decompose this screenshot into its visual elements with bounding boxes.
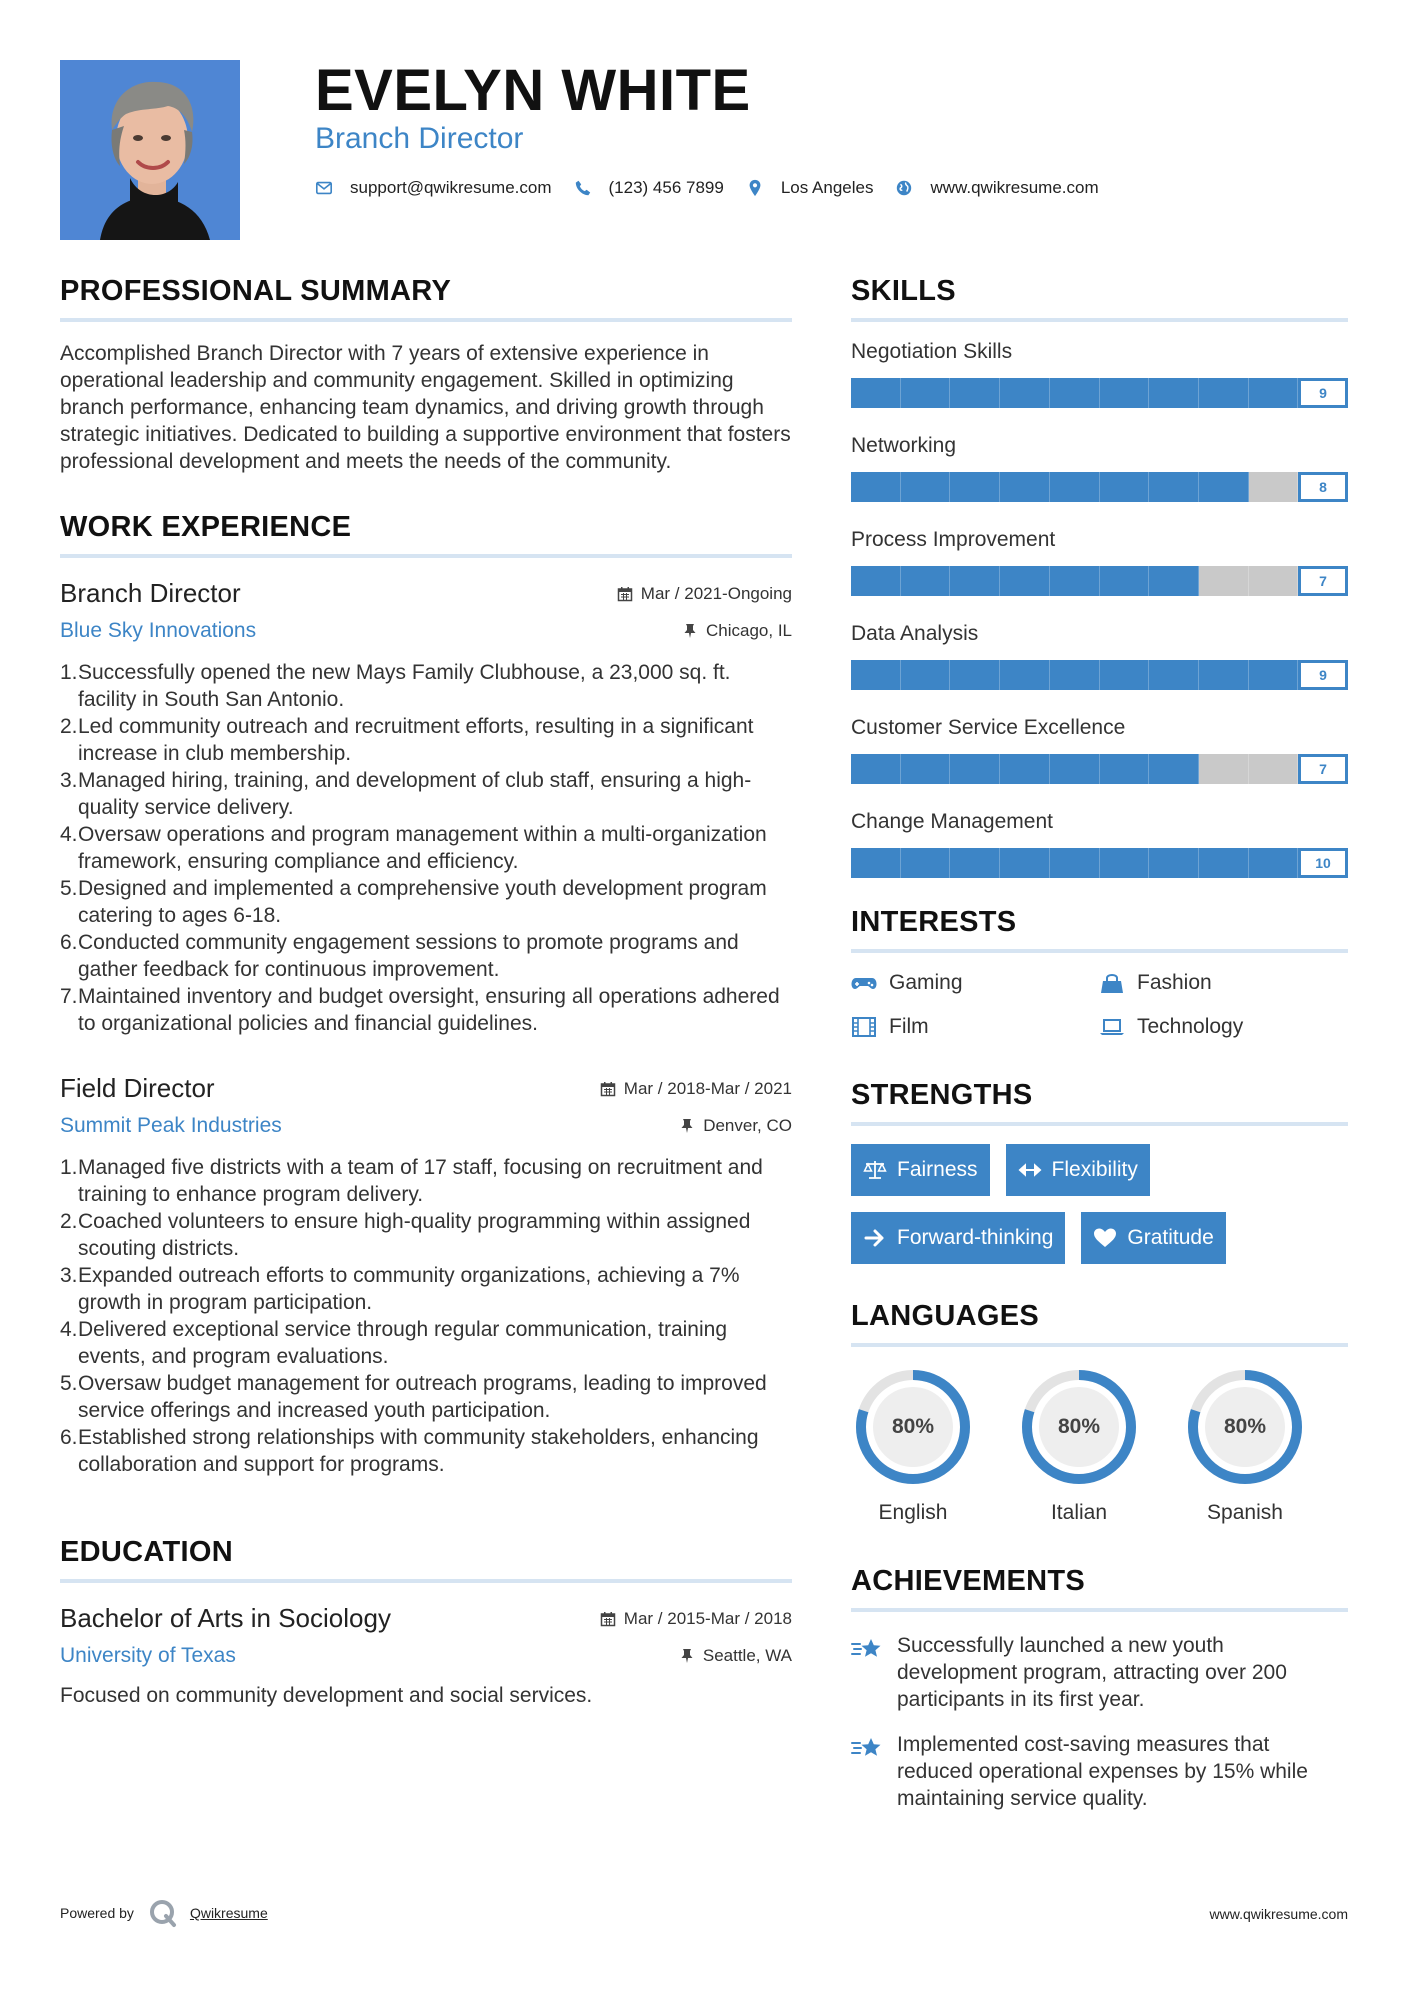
- skill-bar: [851, 754, 1348, 784]
- achievement-text: Implemented cost-saving measures that reduced operational expenses by 15% while maintaining service quality.: [897, 1733, 1308, 1810]
- skill-bar-segment: [1149, 566, 1199, 596]
- shooting-star-icon: [851, 1731, 885, 1812]
- skill-bar-segment: [950, 848, 1000, 878]
- skill-level-badge: 10: [1298, 848, 1348, 878]
- interest-label: Gaming: [889, 971, 963, 994]
- skill-name: Networking: [851, 434, 957, 457]
- interest-technology: [1099, 1015, 1347, 1039]
- skill-bar-segment: [1050, 754, 1100, 784]
- education-date-text: Mar / 2015-Mar / 2018: [623, 1609, 792, 1628]
- calendar-icon: [617, 586, 633, 602]
- skill-bar-segment: [851, 660, 901, 690]
- contact-location: [746, 178, 874, 198]
- skill-bar-segment: [1100, 848, 1150, 878]
- skill-bar-segment: [950, 378, 1000, 408]
- website-text: www.qwikresume.com: [930, 178, 1099, 197]
- education-description: Focused on community development and social services.: [60, 1684, 593, 1707]
- strengths-section: [851, 1079, 1348, 1264]
- education-location-text: Seattle, WA: [702, 1646, 792, 1665]
- skill-bar-segment: [1050, 660, 1100, 690]
- language-percent: 80%: [891, 1415, 935, 1438]
- skill-bar-segment: [1050, 472, 1100, 502]
- skill-bar-segment: [1199, 566, 1249, 596]
- skill-bar-segment: [1100, 660, 1150, 690]
- skill-bar-segment: [901, 566, 951, 596]
- list-item: 1. Managed five districts with a team of 17 staff, focusing on recruitment and training to enhance program delivery.: [60, 1156, 763, 1206]
- skill-bar-segment: [1149, 472, 1199, 502]
- interest-label: Fashion: [1137, 971, 1212, 994]
- education-location: [679, 1646, 792, 1666]
- job-title: Branch Director: [60, 578, 241, 608]
- skill-bar-segment: [1249, 378, 1299, 408]
- work-heading: WORK EXPERIENCE: [60, 511, 792, 558]
- skill-bar-segment: [901, 378, 951, 408]
- job-date-text: Mar / 2018-Mar / 2021: [623, 1079, 792, 1098]
- list-item: 2. Coached volunteers to ensure high-quality programming within assigned scouting districts.: [60, 1210, 751, 1260]
- strength-chip: [851, 1144, 990, 1196]
- skill-bar: [851, 660, 1348, 690]
- skill-item: [851, 340, 1348, 408]
- list-item: 5. Designed and implemented a comprehensive youth development program catering to ages 6-18.: [60, 877, 767, 927]
- list-item: 2. Led community outreach and recruitment efforts, resulting in a significant increase in club membership.: [60, 715, 754, 765]
- contact-website[interactable]: [895, 178, 1098, 198]
- interest-label: Film: [889, 1015, 929, 1038]
- skill-item: [851, 716, 1348, 784]
- skill-bar-segment: [1050, 566, 1100, 596]
- skill-bar-segment: [1249, 472, 1299, 502]
- list-item: 6. Conducted community engagement sessions to promote programs and gather feedback for continuous improvement.: [60, 931, 739, 981]
- interest-gaming: [851, 971, 1099, 995]
- footer-powered-by: [60, 1898, 268, 1928]
- skill-bar: [851, 566, 1348, 596]
- location-text: Los Angeles: [780, 178, 874, 197]
- arrows-horizontal-icon: [1018, 1159, 1042, 1181]
- envelope-icon: [315, 179, 333, 197]
- profile-photo: [60, 60, 240, 240]
- skill-bar-segment: [1050, 848, 1100, 878]
- skill-bar-segment: [950, 660, 1000, 690]
- language-item: [1017, 1365, 1141, 1525]
- bag-icon: [1099, 972, 1125, 994]
- skill-bar-segment: [1000, 848, 1050, 878]
- skill-name: Negotiation Skills: [851, 340, 1013, 363]
- strength-label: Gratitude: [1127, 1226, 1214, 1249]
- skill-bar-segment: [1149, 754, 1199, 784]
- achievement-text: Successfully launched a new youth development program, attracting over 200 participants in its first year.: [897, 1634, 1287, 1711]
- skill-item: [851, 810, 1348, 878]
- interest-label: Technology: [1137, 1015, 1244, 1038]
- list-item: 7. Maintained inventory and budget oversight, ensuring all operations adhered to organizational policies and financial guidelines.: [60, 985, 780, 1035]
- skill-bar-segment: [1199, 754, 1249, 784]
- list-item: 4. Oversaw operations and program management within a multi-organization framework, ensuring compliance and efficiency.: [60, 823, 767, 873]
- skill-bar-segment: [1000, 660, 1050, 690]
- contact-email[interactable]: [315, 178, 552, 198]
- skill-level-badge: 9: [1298, 378, 1348, 408]
- skill-name: Customer Service Excellence: [851, 716, 1126, 739]
- job-date-text: Mar / 2021-Ongoing: [640, 584, 792, 603]
- skill-name: Change Management: [851, 810, 1053, 833]
- skill-level-badge: 7: [1298, 566, 1348, 596]
- skills-section: [851, 275, 1348, 878]
- skill-bar-segment: [1199, 848, 1249, 878]
- skill-bar-segment: [1000, 566, 1050, 596]
- language-ring: [1183, 1365, 1307, 1489]
- language-percent: 80%: [1057, 1415, 1101, 1438]
- strengths-heading: STRENGTHS: [851, 1079, 1348, 1126]
- interest-fashion: [1099, 971, 1347, 995]
- left-column: [60, 275, 792, 1709]
- languages-section: [851, 1300, 1348, 1525]
- interests-section: [851, 906, 1348, 1039]
- skill-bar-segment: [1050, 378, 1100, 408]
- heart-icon: [1093, 1227, 1117, 1249]
- education-date: [600, 1609, 792, 1629]
- candidate-title: Branch Director: [315, 122, 524, 155]
- phone-text: (123) 456 7899: [608, 178, 724, 197]
- job-entry: [60, 578, 792, 1037]
- job-title: Field Director: [60, 1073, 215, 1103]
- job-entry: [60, 1073, 792, 1478]
- language-item: [851, 1365, 975, 1525]
- job-bullets: [60, 659, 792, 1037]
- skill-bar-segment: [851, 754, 901, 784]
- pushpin-icon: [679, 1118, 695, 1134]
- skill-bar-segment: [950, 472, 1000, 502]
- list-item: 3. Managed hiring, training, and development of club staff, ensuring a high-quality service delivery.: [60, 769, 752, 819]
- strength-chip: [851, 1212, 1065, 1264]
- skill-bar-segment: [950, 754, 1000, 784]
- company-name: Blue Sky Innovations: [60, 619, 257, 642]
- language-name: Spanish: [1207, 1501, 1283, 1524]
- strength-label: Forward-thinking: [897, 1226, 1054, 1249]
- strength-chip: [1081, 1212, 1225, 1264]
- qwikresume-logo-icon: [148, 1898, 178, 1928]
- strength-label: Fairness: [897, 1158, 978, 1181]
- summary-text: Accomplished Branch Director with 7 years of extensive experience in operational leadership and community engagement. Skilled in optimizing branch performance, enhancing team dynamics, and driving growth through strategic initiatives. Dedicated to building a supportive environment that fosters professional development and meets the needs of the community.: [60, 342, 791, 473]
- skill-name: Data Analysis: [851, 622, 979, 645]
- skill-bar: [851, 378, 1348, 408]
- skill-bar-segment: [901, 754, 951, 784]
- achievements-section: [851, 1565, 1348, 1812]
- footer-site-link[interactable]: www.qwikresume.com: [1209, 1906, 1348, 1922]
- powered-by-text: Powered by: [60, 1905, 134, 1921]
- skill-bar-segment: [851, 472, 901, 502]
- skill-level-badge: 7: [1298, 754, 1348, 784]
- work-section: [60, 511, 792, 1478]
- language-name: English: [878, 1501, 948, 1524]
- language-ring: [1017, 1365, 1141, 1489]
- balance-scale-icon: [863, 1159, 887, 1181]
- skill-bar-segment: [1149, 848, 1199, 878]
- skills-heading: SKILLS: [851, 275, 1348, 322]
- list-item: 3. Expanded outreach efforts to community organizations, achieving a 7% growth in program participation.: [60, 1264, 740, 1314]
- skill-bar-segment: [1100, 754, 1150, 784]
- map-pin-icon: [746, 179, 764, 197]
- calendar-icon: [600, 1081, 616, 1097]
- skill-bar-segment: [1100, 566, 1150, 596]
- shooting-star-icon: [851, 1632, 885, 1713]
- skill-bar-segment: [1199, 660, 1249, 690]
- skill-bar-segment: [1249, 848, 1299, 878]
- skill-bar-segment: [851, 566, 901, 596]
- skill-bar-segment: [901, 660, 951, 690]
- skill-bar: [851, 472, 1348, 502]
- job-bullets: [60, 1154, 792, 1478]
- skill-bar-segment: [1199, 472, 1249, 502]
- achievement-item: [851, 1731, 1348, 1812]
- email-text: support@qwikresume.com: [350, 178, 552, 197]
- portrait-image: [60, 60, 240, 240]
- skill-name: Process Improvement: [851, 528, 1056, 551]
- contact-bar: [315, 178, 1121, 198]
- job-location: [682, 621, 792, 641]
- achievement-item: [851, 1632, 1348, 1713]
- education-heading: EDUCATION: [60, 1536, 792, 1583]
- laptop-icon: [1099, 1016, 1125, 1038]
- skill-item: [851, 434, 1348, 502]
- education-section: [60, 1536, 792, 1709]
- skills-list: [851, 340, 1348, 878]
- language-item: [1183, 1365, 1307, 1525]
- skill-bar-segment: [901, 472, 951, 502]
- job-location-text: Denver, CO: [703, 1116, 792, 1135]
- skill-bar-segment: [901, 848, 951, 878]
- list-item: 4. Delivered exceptional service through regular communication, training events, and program evaluations.: [60, 1318, 728, 1368]
- globe-icon: [895, 179, 913, 197]
- pushpin-icon: [682, 623, 698, 639]
- arrow-right-icon: [863, 1227, 887, 1249]
- interest-film: [851, 1015, 1099, 1039]
- strength-label: Flexibility: [1051, 1158, 1138, 1181]
- skill-bar-segment: [851, 848, 901, 878]
- job-location-text: Chicago, IL: [706, 621, 792, 640]
- skill-bar-segment: [950, 566, 1000, 596]
- skill-bar-segment: [1149, 378, 1199, 408]
- skill-bar-segment: [1149, 660, 1199, 690]
- language-name: Italian: [1050, 1501, 1108, 1524]
- summary-heading: PROFESSIONAL SUMMARY: [60, 275, 792, 322]
- list-item: 6. Established strong relationships with community stakeholders, enhancing collaboration and support for programs.: [60, 1426, 759, 1476]
- skill-bar-segment: [1249, 566, 1299, 596]
- phone-icon: [574, 179, 592, 197]
- skill-bar-segment: [1100, 378, 1150, 408]
- candidate-name: EVELYN WHITE: [315, 58, 751, 123]
- degree-title: Bachelor of Arts in Sociology: [60, 1603, 391, 1633]
- company-name: Summit Peak Industries: [60, 1114, 282, 1137]
- right-column: [851, 275, 1348, 1830]
- job-location: [679, 1116, 792, 1136]
- pushpin-icon: [679, 1648, 695, 1664]
- contact-phone[interactable]: [574, 178, 724, 198]
- language-percent: 80%: [1223, 1415, 1267, 1438]
- job-date: [617, 584, 792, 604]
- gamepad-icon: [851, 972, 877, 994]
- brand-link[interactable]: Qwikresume: [189, 1905, 268, 1921]
- skill-bar-segment: [1249, 754, 1299, 784]
- job-date: [600, 1079, 792, 1099]
- skill-item: [851, 528, 1348, 596]
- achievements-heading: ACHIEVEMENTS: [851, 1565, 1348, 1612]
- skill-item: [851, 622, 1348, 690]
- skill-level-badge: 8: [1298, 472, 1348, 502]
- calendar-icon: [600, 1611, 616, 1627]
- list-item: 1. Successfully opened the new Mays Family Clubhouse, a 23,000 sq. ft. facility in South San Antonio.: [60, 661, 731, 711]
- skill-bar-segment: [1249, 660, 1299, 690]
- list-item: 5. Oversaw budget management for outreach programs, leading to improved service offerings and increased youth participation.: [60, 1372, 767, 1422]
- summary-section: [60, 275, 792, 475]
- strength-chip: [1006, 1144, 1150, 1196]
- languages-list: [851, 1365, 1348, 1525]
- interests-heading: INTERESTS: [851, 906, 1348, 953]
- languages-heading: LANGUAGES: [851, 1300, 1348, 1347]
- skill-bar-segment: [1199, 378, 1249, 408]
- school-name: University of Texas: [60, 1644, 236, 1667]
- skill-bar-segment: [1000, 378, 1050, 408]
- skill-bar-segment: [1000, 754, 1050, 784]
- skill-bar-segment: [1000, 472, 1050, 502]
- skill-bar-segment: [851, 378, 901, 408]
- skill-level-badge: 9: [1298, 660, 1348, 690]
- skill-bar-segment: [1100, 472, 1150, 502]
- film-icon: [851, 1016, 877, 1038]
- skill-bar: [851, 848, 1348, 878]
- language-ring: [851, 1365, 975, 1489]
